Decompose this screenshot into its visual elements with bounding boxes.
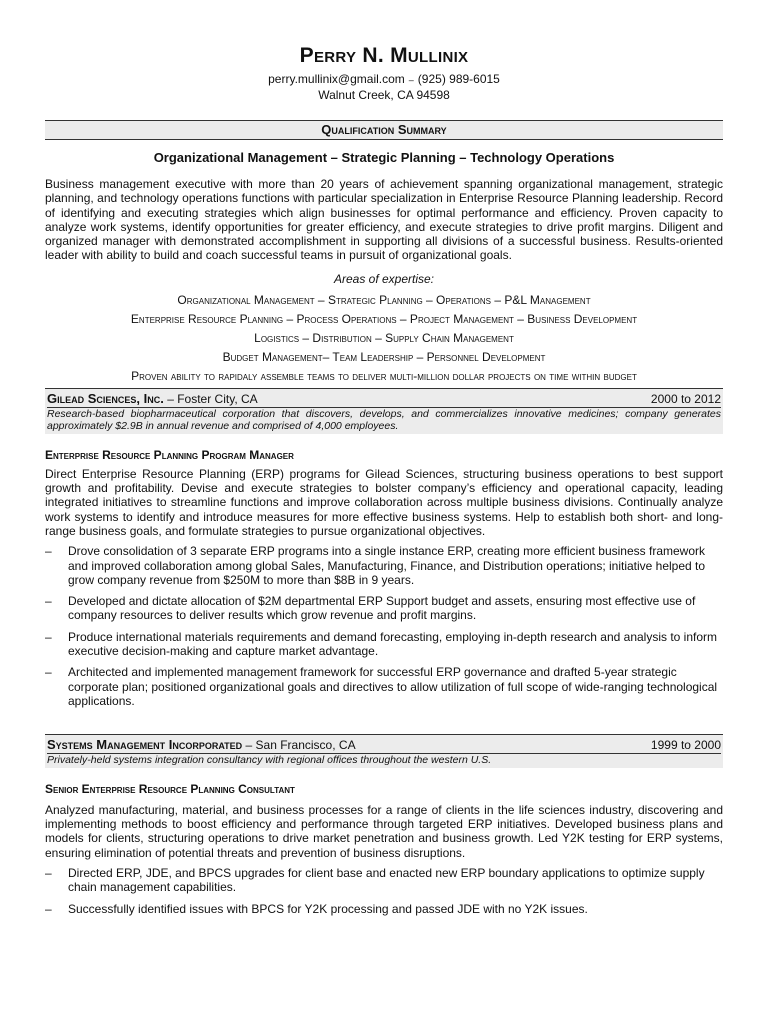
area-line: Enterprise Resource Planning – Process Operations – Project Management – Business Development (130, 311, 638, 326)
job-title: Enterprise Resource Planning Program Manager (45, 447, 294, 462)
qualification-heading: Qualification Summary (45, 120, 723, 140)
resume-page (45, 0, 723, 923)
job-title: Senior Enterprise Resource Planning Consultant (45, 781, 295, 796)
bullet-text: Architected and implemented management framework for successful ERP governance and drafted 5-year strategic corporate plan; positioned organizational goals and directives to allow utilization of full scope of wide-ranging technological applications. (68, 665, 718, 708)
list-item (45, 594, 723, 623)
bullet-dash: – (45, 544, 52, 559)
areas-label: Areas of expertise: (333, 271, 435, 286)
company-location: – Foster City, CA (163, 391, 258, 406)
list-item (45, 665, 723, 708)
job-title-row (47, 737, 721, 753)
company-line (47, 737, 356, 753)
job-bullets (45, 866, 723, 916)
list-item (45, 630, 723, 659)
bullet-text: Drove consolidation of 3 separate ERP programs into a single instance ERP, creating more efficient business framework and improved collaboration among global Sales, Manufacturing, Finance, and Distribution operations; initiative helped to grow company revenue from $250M to more than $8B in 9 years. (68, 544, 706, 587)
email-link[interactable]: perry.mullinix@gmail.com (268, 72, 405, 86)
list-item (45, 544, 723, 587)
list-item (45, 902, 723, 916)
candidate-name: Perry N. Mullinix (299, 44, 469, 67)
job-bullets (45, 544, 723, 708)
bullet-dash: – (45, 665, 52, 680)
job-dates: 1999 to 2000 (650, 738, 721, 753)
bullet-dash: – (45, 594, 52, 609)
list-item (45, 866, 723, 895)
company-location: – San Francisco, CA (242, 738, 356, 753)
job-summary: Direct Enterprise Resource Planning (ERP) programs for Gilead Sciences, structuring business operations to best support growth and profitability. Devise and execute strategies to bolster company’s efficiency and operational capacity, leading integrated initiatives to streamline functions and improve collaboration across multiple business divisions. Continually analyze work systems to identify and introduce measures for more effective business systems. Help to establish both short- and long-range business goals, and formulate strategies to pursue organizational objectives. (45, 466, 723, 538)
job-summary: Analyzed manufacturing, material, and business processes for a range of clients in the life sciences industry, discovering and implementing methods to boost efficiency and performance through targeted ERP initiatives. Developed business plans and models for clients, structuring operations to drive market penetration and business growth. Led Y2K testing for ERP systems, ensuring elimination of potential threats and prevention of business disruptions. (45, 802, 723, 860)
job-header-gilead (45, 388, 723, 434)
phone-number: (925) 989-6015 (417, 72, 500, 86)
contact-separator: – (408, 75, 414, 85)
area-line: Organizational Management – Strategic Planning – Operations – P&L Management (177, 292, 591, 307)
company-name: Systems Management Incorporated (47, 737, 243, 753)
bullet-text: Directed ERP, JDE, and BPCS upgrades for client base and enacted new ERP boundary applications to optimize supply chain management capabilities. (68, 865, 705, 895)
company-name: Gilead Sciences, Inc. (47, 390, 164, 406)
bullet-dash: – (45, 865, 52, 880)
company-description: Research-based biopharmaceutical corporation that discovers, develops, and commercializes innovative medicines; company generates approximately $2.9B in annual revenue and comprised of 4,000 employees. (47, 407, 721, 433)
qualification-subtitle: Organizational Management – Strategic Planning – Technology Operations (153, 150, 615, 165)
job-header-smi (45, 734, 723, 768)
qualification-summary: Business management executive with more than 20 years of achievement spanning organizational management, strategic planning, and technology operations functions with particular specialization in Enterprise Resource Planning leadership. Record of identifying and executing strategies which align businesses for optimal performance and efficiency. Proven capacity to analyze work systems, identify opportunities for greater efficiency, and execute strategies to drive profit margins. Diligent and organized manager with demonstrated accomplishment in supporting all divisions of a successful business. Results-oriented leader with ability to build and coach successful teams in pursuit of organizational goals. (45, 177, 723, 263)
company-description: Privately-held systems integration consultancy with regional offices throughout the western U.S. (47, 754, 492, 767)
bullet-text: Successfully identified issues with BPCS for Y2K processing and passed JDE with no Y2K issues. (68, 901, 588, 916)
job-dates: 2000 to 2012 (650, 391, 721, 406)
company-line (47, 391, 258, 407)
bullet-dash: – (45, 901, 52, 916)
area-line: Budget Management– Team Leadership – Personnel Development (222, 349, 546, 364)
job-title-row (47, 391, 721, 407)
contact-line (45, 72, 723, 88)
bullet-text: Produce international materials requirements and demand forecasting, employing in-depth research and analysis to inform executive decision-making and capture market advantage. (68, 629, 718, 659)
bullet-text: Developed and dictate allocation of $2M departmental ERP Support budget and assets, ensuring most effective use of company resources to deliver results which grow revenue and profit margins. (68, 594, 696, 623)
bullet-dash: – (45, 629, 52, 644)
area-line: Logistics – Distribution – Supply Chain Management (254, 330, 514, 345)
area-line: Proven ability to rapidaly assemble teams to deliver multi-million dollar projects on time within budget (131, 368, 637, 383)
address: Walnut Creek, CA 94598 (318, 88, 450, 102)
